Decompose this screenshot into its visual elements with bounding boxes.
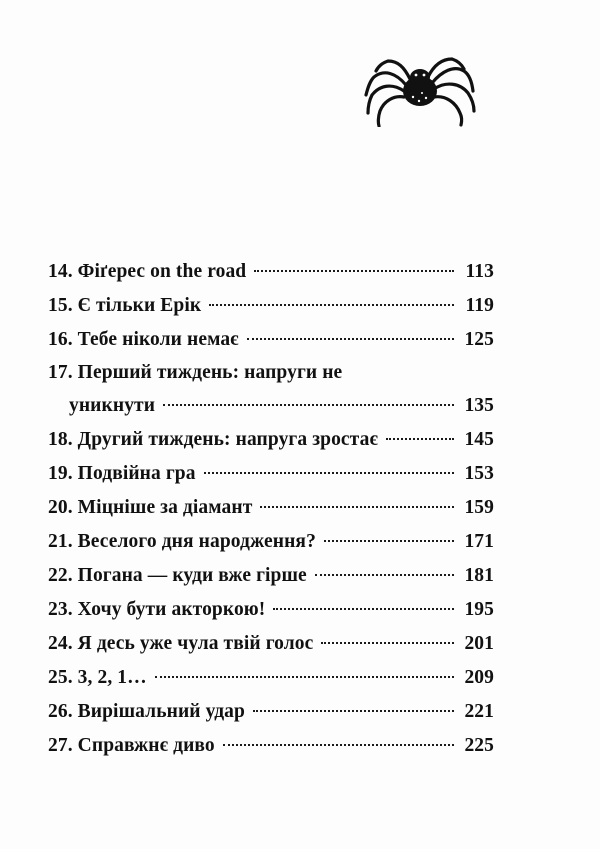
dot-leader: [315, 574, 454, 576]
dot-leader: [253, 710, 454, 712]
table-of-contents: [48, 258, 494, 766]
page-number: 125: [464, 329, 494, 350]
chapter-number: 18.: [48, 429, 73, 450]
page-number: 153: [464, 463, 494, 484]
chapter-title: Справжнє диво: [77, 735, 215, 756]
toc-entry: [48, 494, 494, 522]
chapter-title: Тебе ніколи немає: [77, 329, 239, 350]
chapter-title-continued: уникнути: [69, 395, 156, 416]
chapter-title: Другий тиждень: напруга зростає: [77, 429, 378, 450]
toc-entry: [48, 426, 494, 454]
page-number: 201: [464, 633, 494, 654]
page-number: 221: [464, 701, 494, 722]
page-number: 145: [464, 429, 494, 450]
chapter-title: Веселого дня народження?: [77, 531, 316, 552]
chapter-title: Фіґерес on the road: [77, 261, 247, 282]
dot-leader: [223, 744, 454, 746]
dot-leader: [321, 642, 454, 644]
toc-entry: [48, 360, 494, 420]
dot-leader: [163, 404, 454, 406]
chapter-number: 17.: [48, 362, 73, 383]
dot-leader: [273, 608, 454, 610]
chapter-title: Перший тиждень: напруги не: [77, 362, 343, 383]
chapter-number: 15.: [48, 295, 73, 316]
chapter-title: Погана — куди вже гірше: [77, 565, 307, 586]
chapter-number: 16.: [48, 329, 73, 350]
page-number: 159: [464, 497, 494, 518]
toc-entry: [48, 732, 494, 760]
chapter-number: 14.: [48, 261, 73, 282]
toc-entry: [48, 664, 494, 692]
toc-entry: [48, 460, 494, 488]
dot-leader: [155, 676, 454, 678]
toc-entry: [48, 630, 494, 658]
page-number: 119: [465, 295, 494, 316]
chapter-title: Хочу бути акторкою!: [77, 599, 266, 620]
page-number: 171: [464, 531, 494, 552]
chapter-title: 3, 2, 1…: [77, 667, 147, 688]
dot-leader: [386, 438, 454, 440]
page-number: 225: [464, 735, 494, 756]
chapter-title: Міцніше за діамант: [77, 497, 253, 518]
page-number: 135: [464, 395, 494, 416]
chapter-number: 26.: [48, 701, 73, 722]
chapter-number: 22.: [48, 565, 73, 586]
toc-entry: [48, 326, 494, 354]
chapter-number: 21.: [48, 531, 73, 552]
dot-leader: [260, 506, 454, 508]
spider-icon: [362, 55, 478, 127]
page-number: 113: [465, 261, 494, 282]
dot-leader: [247, 338, 454, 340]
page-number: 209: [464, 667, 494, 688]
toc-entry: [48, 292, 494, 320]
page-number: 195: [464, 599, 494, 620]
dot-leader: [324, 540, 454, 542]
chapter-number: 23.: [48, 599, 73, 620]
dot-leader: [204, 472, 454, 474]
dot-leader: [209, 304, 454, 306]
chapter-title: Є тільки Ерік: [77, 295, 202, 316]
toc-entry: [48, 528, 494, 556]
toc-entry: [48, 562, 494, 590]
toc-entry: [48, 596, 494, 624]
chapter-number: 19.: [48, 463, 73, 484]
chapter-number: 25.: [48, 667, 73, 688]
chapter-number: 20.: [48, 497, 73, 518]
page-number: 181: [464, 565, 494, 586]
chapter-title: Подвійна гра: [77, 463, 196, 484]
chapter-title: Я десь уже чула твій голос: [77, 633, 314, 654]
chapter-number: 27.: [48, 735, 73, 756]
dot-leader: [254, 270, 454, 272]
chapter-title: Вирішальний удар: [77, 701, 245, 722]
chapter-number: 24.: [48, 633, 73, 654]
toc-entry: [48, 258, 494, 286]
toc-entry: [48, 698, 494, 726]
